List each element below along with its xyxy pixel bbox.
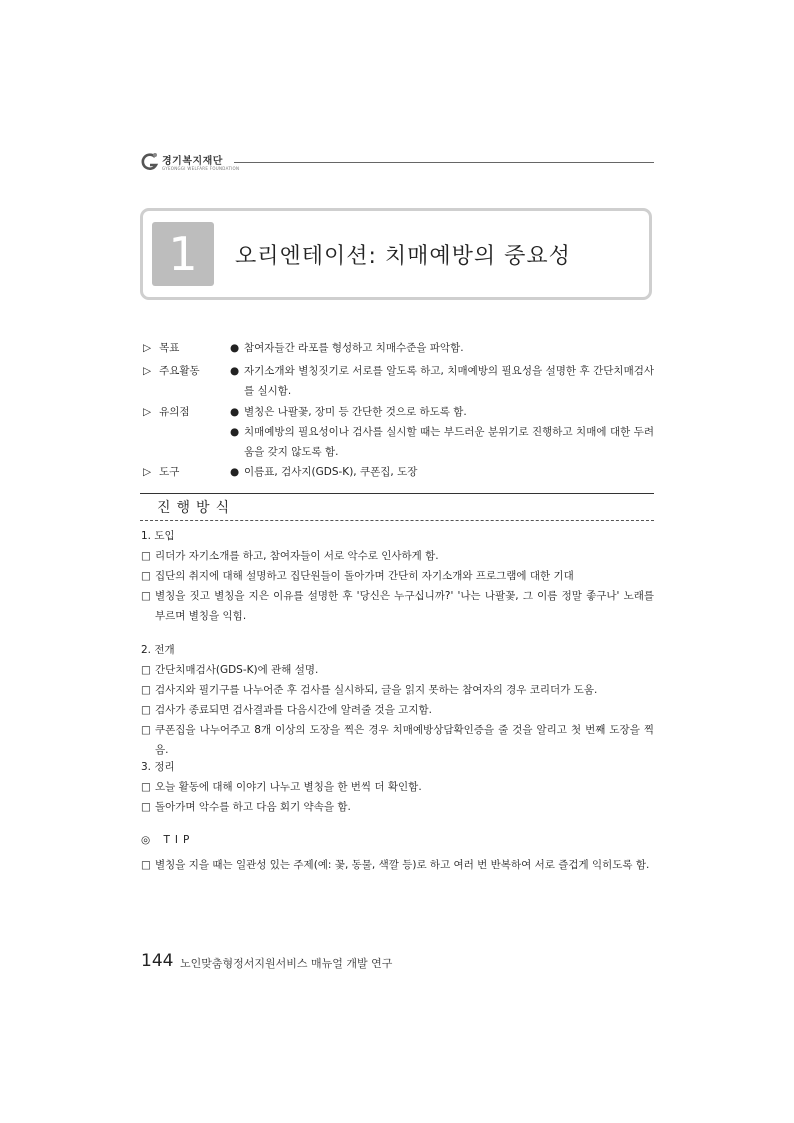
section-title: 진행방식 [157,500,236,516]
list-item-text: 집단의 취지에 대해 설명하고 집단원들이 돌아가며 간단히 자기소개와 프로그램에 대한 기대 [155,570,574,582]
checkbox-icon: □ [141,704,151,716]
step-heading: 3. 정리 [141,761,175,773]
overview-label-activity [143,361,200,381]
bullet-icon: ● [230,466,240,478]
section-rule-top [140,493,654,494]
footer-title: 노인맞춤형정서지원서비스 매뉴얼 개발 연구 [180,957,393,970]
list-item-text: 리더가 자기소개를 하고, 참여자들이 서로 악수로 인사하게 함. [155,550,439,562]
tip-item [141,855,654,875]
list-item [141,777,654,797]
page-header [140,150,654,176]
overview-item-text: 치매예방의 필요성이나 검사를 실시할 때는 부드러운 분위기로 진행하고 치매에 대한 두려움을 갖지 않도록 함. [244,426,654,458]
chapter-title: 오리엔테이션: 치매예방의 중요성 [235,244,571,269]
list-item [141,546,654,566]
overview-label-tools [143,462,179,482]
bullet-icon: ● [230,365,240,377]
chapter-title-box [140,208,652,300]
list-item-text: 검사지와 필기구를 나누어준 후 검사를 실시하되, 글을 읽지 못하는 참여자의 경우 코리더가 도움. [155,684,598,696]
list-item-text: 오늘 활동에 대해 이야기 나누고 별칭을 한 번씩 더 확인함. [155,781,422,793]
header-rule [234,162,654,163]
triangle-icon: ▷ [143,365,152,377]
overview-item [230,338,654,358]
overview-label-text: 주요활동 [159,365,200,377]
checkbox-icon: □ [141,724,151,736]
overview-item-text: 참여자들간 라포를 형성하고 치매수준을 파악함. [244,342,464,354]
list-item [141,680,654,700]
triangle-icon: ▷ [143,342,152,354]
list-item [141,660,654,680]
list-item [141,700,654,720]
checkbox-icon: □ [141,570,151,582]
logo-text: 경기복지재단 [162,156,223,167]
checkbox-icon: □ [141,859,151,871]
list-item [141,586,654,626]
chapter-number: 1 [152,222,214,286]
checkbox-icon: □ [141,684,151,696]
list-item-text: 검사가 종료되면 검사결과를 다음시간에 알려줄 것을 고지함. [155,704,432,716]
list-item-text: 별칭을 짓고 별칭을 지은 이유를 설명한 후 '당신은 누구십니까?' '나는 나팔꽃, 그 이름 정말 좋구나' 노래를 부르며 별칭을 익힘. [155,590,654,622]
tip-heading: ◎ TIP [141,834,195,846]
step-heading: 1. 도입 [141,530,175,542]
triangle-icon: ▷ [143,406,152,418]
bullet-icon: ● [230,406,240,418]
section-rule-bottom [140,520,654,521]
overview-label-goal [143,338,179,358]
list-item [141,797,654,817]
page-number: 144 [141,951,174,971]
checkbox-icon: □ [141,801,151,813]
list-item [141,566,654,586]
checkbox-icon: □ [141,590,151,602]
bullet-icon: ● [230,426,240,438]
bullet-icon: ● [230,342,240,354]
checkbox-icon: □ [141,550,151,562]
overview-item [230,402,654,422]
overview-item-text: 별칭은 나팔꽃, 장미 등 간단한 것으로 하도록 함. [244,406,467,418]
checkbox-icon: □ [141,664,151,676]
overview-item [230,422,654,462]
step-development [141,640,654,760]
list-item-text: 쿠폰집을 나누어주고 8개 이상의 도장을 찍은 경우 치매예방상담확인증을 줄 것을 알리고 첫 번째 도장을 찍음. [155,724,654,756]
step-wrapup [141,757,654,817]
overview-item [230,462,654,482]
list-item-text: 돌아가며 악수를 하고 다음 회기 약속을 함. [155,801,351,813]
overview-item [230,361,654,401]
triangle-icon: ▷ [143,466,152,478]
step-intro [141,526,654,626]
overview-label-caution [143,402,190,422]
checkbox-icon: □ [141,781,151,793]
step-heading: 2. 전개 [141,644,175,656]
list-item-text: 간단치매검사(GDS-K)에 관해 설명. [155,664,319,676]
logo-subtitle: GYEONGGI WELFARE FOUNDATION [162,166,240,171]
overview-item-text: 자기소개와 별칭짓기로 서로를 알도록 하고, 치매예방의 필요성을 설명한 후 간단치매검사를 실시함. [244,365,654,397]
overview-label-text: 목표 [159,342,180,354]
overview-item-text: 이름표, 검사지(GDS-K), 쿠폰집, 도장 [244,466,418,478]
foundation-logo-icon [140,152,160,172]
list-item [141,720,654,760]
overview-label-text: 도구 [159,466,180,478]
overview-label-text: 유의점 [159,406,190,418]
tip-item-text: 별칭을 지을 때는 일관성 있는 주제(예: 꽃, 동물, 색깔 등)로 하고 여러 번 반복하여 서로 즐겁게 익히도록 함. [155,859,650,871]
